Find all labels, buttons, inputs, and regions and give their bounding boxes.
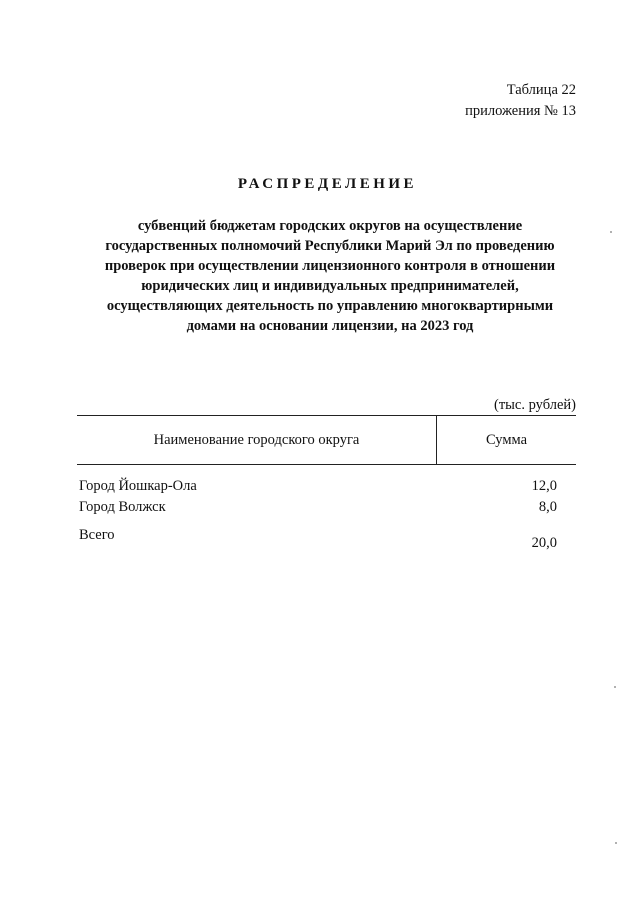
subtitle-line: государственных полномочий Республики Марий Эл по проведению bbox=[105, 238, 555, 254]
subtitle-line: проверок при осуществлении лицензионного контроля в отношении bbox=[104, 258, 556, 274]
column-header-sum: Сумма bbox=[485, 431, 528, 448]
units-label: (тыс. рублей) bbox=[494, 397, 576, 413]
appendix-number: приложения № 13 bbox=[465, 103, 576, 119]
table-total-row bbox=[79, 525, 557, 551]
scan-speck bbox=[614, 686, 616, 688]
scan-speck bbox=[610, 231, 612, 233]
subtitle-line: осуществляющих деятельность по управлению многоквартирными bbox=[106, 298, 554, 314]
table-header bbox=[77, 415, 576, 465]
row-value: 8,0 bbox=[538, 499, 557, 515]
scan-speck bbox=[615, 842, 617, 844]
table-row bbox=[79, 476, 557, 496]
total-value: 20,0 bbox=[531, 535, 557, 551]
document-subtitle bbox=[60, 216, 600, 336]
table-row bbox=[79, 497, 557, 517]
table-reference bbox=[465, 80, 576, 122]
subtitle-line: юридических лиц и индивидуальных предпринимателей, bbox=[141, 278, 519, 294]
subtitle-line: субвенций бюджетам городских округов на осуществление bbox=[137, 218, 523, 234]
document-title: РАСПРЕДЕЛЕНИЕ bbox=[237, 176, 418, 192]
row-name: Город Йошкар-Ола bbox=[79, 478, 197, 494]
column-header-name: Наименование городского округа bbox=[77, 416, 437, 464]
table-number: Таблица 22 bbox=[506, 82, 576, 98]
row-value: 12,0 bbox=[531, 478, 557, 494]
total-name: Всего bbox=[79, 527, 115, 543]
subtitle-line: домами на основании лицензии, на 2023 год bbox=[186, 318, 474, 334]
row-name: Город Волжск bbox=[79, 499, 166, 515]
